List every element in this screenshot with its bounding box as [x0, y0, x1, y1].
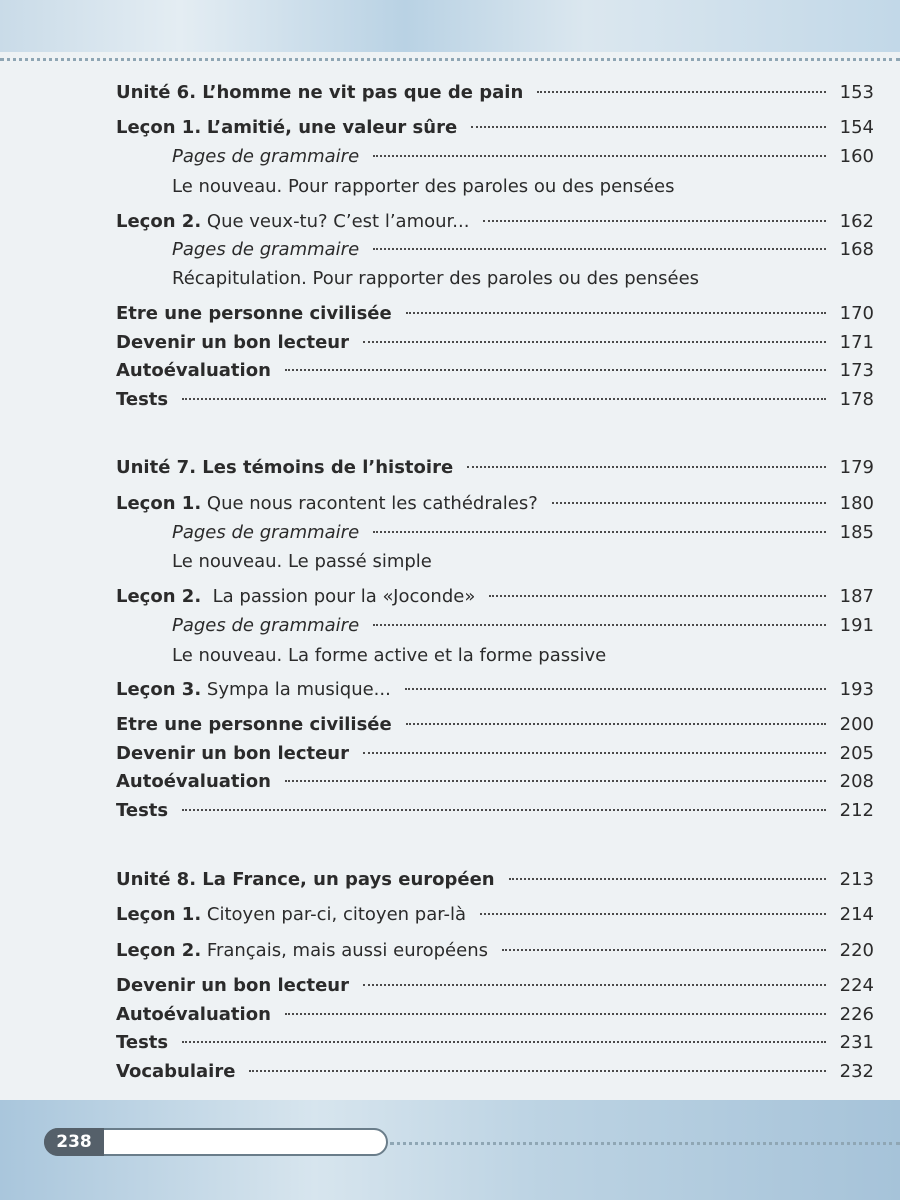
entry-note: Le nouveau. La forme active et la forme passive: [172, 645, 607, 666]
unit-title: Unité 6. L’homme ne vit pas que de pain: [116, 82, 524, 103]
page-number: 179: [839, 457, 874, 478]
entry-label: Devenir un bon lecteur: [116, 975, 349, 996]
page-number: 170: [839, 303, 874, 324]
entry-title: Sympa la musique...: [206, 679, 391, 700]
entry-title: Que nous racontent les cathédrales?: [206, 493, 538, 514]
entry-label: Leçon 1.: [116, 904, 202, 925]
page-number: 220: [839, 940, 874, 961]
page-number: 226: [839, 1004, 874, 1025]
toc-entry[interactable]: [116, 904, 874, 932]
page-number: 173: [839, 360, 874, 381]
toc-entry[interactable]: [116, 800, 874, 828]
entry-label: Leçon 3.: [116, 679, 202, 700]
entry-note: Le nouveau. Pour rapporter des paroles ou des pensées: [172, 176, 675, 197]
toc-entry[interactable]: [116, 679, 874, 707]
unit-title: Unité 7. Les témoins de l’histoire: [116, 457, 454, 478]
toc-entry[interactable]: [116, 743, 874, 771]
toc-entry[interactable]: [116, 771, 874, 799]
entry-title: L’amitié, une valeur sûre: [206, 117, 458, 138]
toc-entry[interactable]: [172, 239, 874, 267]
entry-label: Autoévaluation: [116, 771, 271, 792]
entry-label: Devenir un bon lecteur: [116, 743, 349, 764]
entry-title: Pages de grammaire: [172, 146, 360, 167]
entry-title: Que veux-tu? C’est l’amour...: [206, 211, 470, 232]
page-number: 178: [839, 389, 874, 410]
toc-entry[interactable]: [116, 360, 874, 388]
entry-title: La passion pour la «Joconde»: [212, 586, 476, 607]
toc-entry[interactable]: [116, 493, 874, 521]
page-number: 162: [839, 211, 874, 232]
entry-label: Leçon 2.: [116, 211, 202, 232]
entry-label: Etre une personne civilisée: [116, 714, 392, 735]
page-number: 187: [839, 586, 874, 607]
entry-label: Tests: [116, 1032, 169, 1053]
unit-title: Unité 8. La France, un pays européen: [116, 869, 495, 890]
page-number: 180: [839, 493, 874, 514]
toc-entry[interactable]: [116, 586, 874, 614]
toc-entry[interactable]: [116, 211, 874, 239]
entry-label: Leçon 1.: [116, 493, 202, 514]
page-number: 232: [839, 1061, 874, 1082]
page-number: 213: [839, 869, 874, 890]
entry-note: Récapitulation. Pour rapporter des paroles ou des pensées: [172, 268, 700, 289]
page-number: 185: [839, 522, 874, 543]
page-number: 224: [839, 975, 874, 996]
toc-entry[interactable]: [172, 146, 874, 174]
entry-label: Leçon 1.: [116, 117, 202, 138]
entry-label: Devenir un bon lecteur: [116, 332, 349, 353]
toc-entry[interactable]: [116, 1004, 874, 1032]
toc-entry[interactable]: [116, 1061, 874, 1089]
entry-label: Tests: [116, 389, 169, 410]
page-number: 212: [839, 800, 874, 821]
toc-entry[interactable]: [116, 117, 874, 145]
entry-title: Pages de grammaire: [172, 522, 360, 543]
page-number: 214: [839, 904, 874, 925]
page-number: 200: [839, 714, 874, 735]
entry-title: Français, mais aussi européens: [206, 940, 488, 961]
toc-entry[interactable]: [172, 522, 874, 550]
footer-page-number: 238: [44, 1128, 104, 1156]
page-number: 171: [839, 332, 874, 353]
entry-label: Autoévaluation: [116, 1004, 271, 1025]
toc-entry[interactable]: [116, 1032, 874, 1060]
unit-heading[interactable]: [116, 457, 874, 485]
toc-entry[interactable]: [116, 303, 874, 331]
entry-label: Leçon 2.: [116, 940, 202, 961]
entry-label: Etre une personne civilisée: [116, 303, 392, 324]
unit-heading[interactable]: [116, 82, 874, 110]
page-number: 193: [839, 679, 874, 700]
page-number: 153: [839, 82, 874, 103]
toc-entry[interactable]: [172, 615, 874, 643]
entry-title: Pages de grammaire: [172, 615, 360, 636]
toc-entry[interactable]: [116, 714, 874, 742]
page-number: 160: [839, 146, 874, 167]
unit-heading[interactable]: [116, 869, 874, 897]
entry-label: Autoévaluation: [116, 360, 271, 381]
entry-title: Pages de grammaire: [172, 239, 360, 260]
toc-entry[interactable]: [116, 975, 874, 1003]
page-number: 191: [839, 615, 874, 636]
entry-note: Le nouveau. Le passé simple: [172, 551, 432, 572]
entry-title: Citoyen par-ci, citoyen par-là: [206, 904, 466, 925]
footer-dotted-rule: [390, 1142, 900, 1145]
page-number: 205: [839, 743, 874, 764]
entry-label: Tests: [116, 800, 169, 821]
entry-label: Leçon 2.: [116, 586, 202, 607]
page-number: 208: [839, 771, 874, 792]
entry-label: Vocabulaire: [116, 1061, 236, 1082]
page-number: 154: [839, 117, 874, 138]
toc-entry[interactable]: [116, 940, 874, 968]
toc-entry[interactable]: [116, 332, 874, 360]
page-number: 231: [839, 1032, 874, 1053]
toc-entry[interactable]: [116, 389, 874, 417]
page-number: 168: [839, 239, 874, 260]
